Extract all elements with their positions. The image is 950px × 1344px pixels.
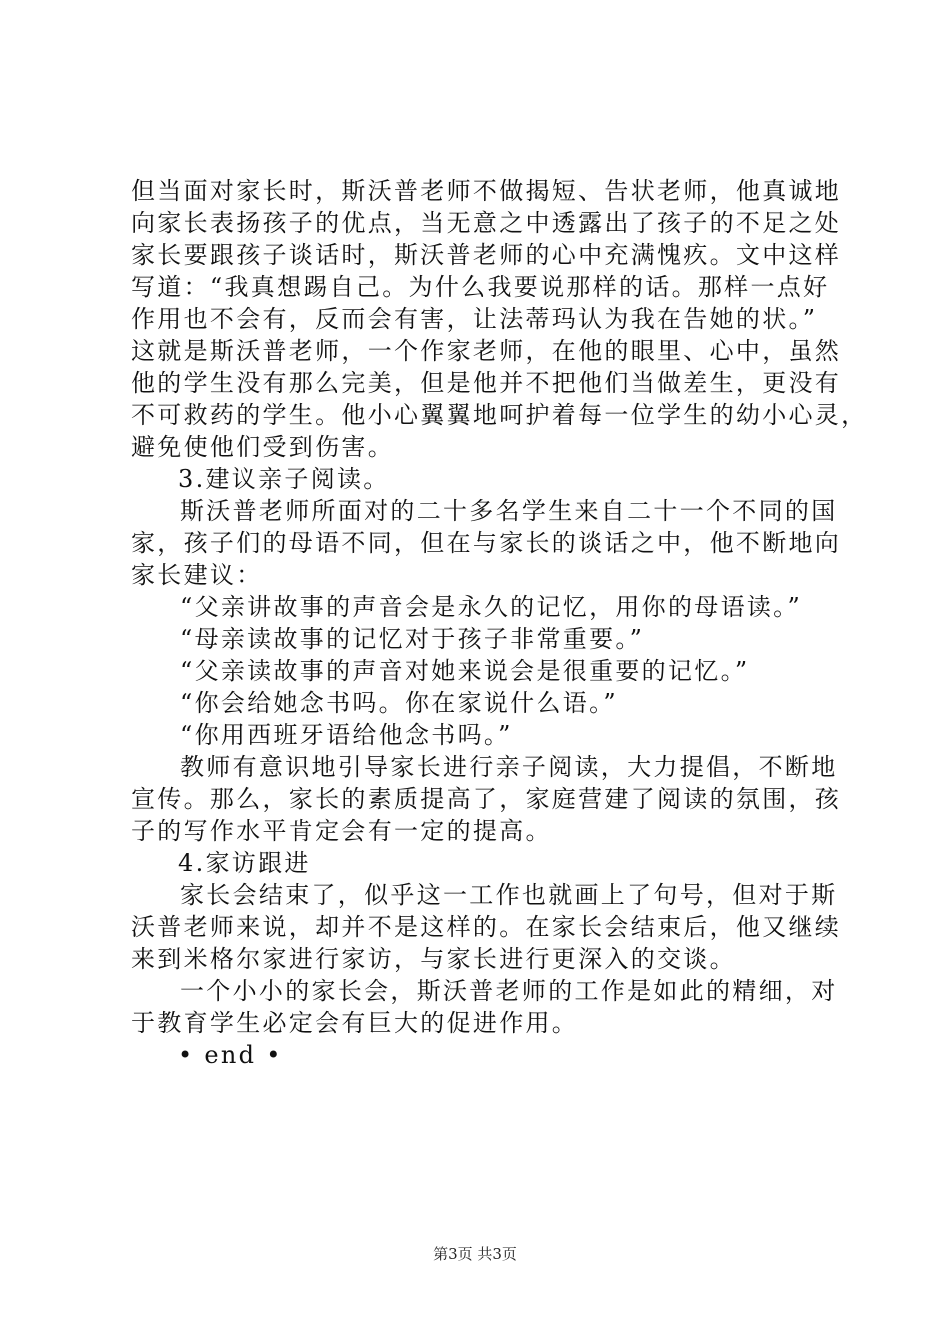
paragraph-line: 斯沃普老师所面对的二十多名学生来自二十一个不同的国 <box>180 497 838 525</box>
paragraph-line: 家长会结束了，似乎这一工作也就画上了句号，但对于斯 <box>180 881 838 909</box>
paragraph-line: 家，孩子们的母语不同，但在与家长的谈话之中，他不断地向 <box>131 529 842 557</box>
quote-line: “父亲读故事的声音对她来说会是很重要的记忆。” <box>180 657 750 685</box>
paragraph-line: 这就是斯沃普老师，一个作家老师，在他的眼里、心中，虽然 <box>131 337 842 365</box>
paragraph-line: 教师有意识地引导家长进行亲子阅读，大力提倡，不断地 <box>180 753 838 781</box>
section-heading: 4.家访跟进 <box>178 849 311 877</box>
paragraph-line: 一个小小的家长会，斯沃普老师的工作是如此的精细，对 <box>180 977 838 1005</box>
section-heading: 3.建议亲子阅读。 <box>178 465 390 493</box>
page-number-footer: 第3页 共3页 <box>433 1245 517 1263</box>
paragraph-line: 来到米格尔家进行家访，与家长进行更深入的交谈。 <box>131 945 736 973</box>
paragraph-line: 沃普老师来说，却并不是这样的。在家长会结束后，他又继续 <box>131 913 842 941</box>
paragraph-line: 宣传。那么，家长的素质提高了，家庭营建了阅读的氛围，孩 <box>131 785 842 813</box>
end-marker: • end • <box>178 1041 283 1069</box>
quote-line: “母亲读故事的记忆对于孩子非常重要。” <box>180 625 645 653</box>
paragraph-line: 他的学生没有那么完美，但是他并不把他们当做差生，更没有 <box>131 369 842 397</box>
quote-line: “你用西班牙语给他念书吗。” <box>180 721 513 749</box>
paragraph-line: 家长要跟孩子谈话时，斯沃普老师的心中充满愧疚。文中这样 <box>131 241 842 269</box>
quote-line: “你会给她念书吗。你在家说什么语。” <box>180 689 618 717</box>
paragraph-line: 家长建议： <box>131 561 263 589</box>
paragraph-line: 向家长表扬孩子的优点，当无意之中透露出了孩子的不足之处 <box>131 209 842 237</box>
quote-line: “父亲讲故事的声音会是永久的记忆，用你的母语读。” <box>180 593 803 621</box>
paragraph-line: 但当面对家长时，斯沃普老师不做揭短、告状老师，他真诚地 <box>131 177 842 205</box>
paragraph-line: 不可救药的学生。他小心翼翼地呵护着每一位学生的幼小心灵， <box>131 401 868 429</box>
paragraph-line: 子的写作水平肯定会有一定的提高。 <box>131 817 552 845</box>
paragraph-line: 作用也不会有，反而会有害，让法蒂玛认为我在告她的状。” <box>131 305 818 333</box>
paragraph-line: 避免使他们受到伤害。 <box>131 433 394 461</box>
paragraph-line: 于教育学生必定会有巨大的促进作用。 <box>131 1009 579 1037</box>
paragraph-line: 写道：“我真想踢自己。为什么我要说那样的话。那样一点好 <box>131 273 830 301</box>
